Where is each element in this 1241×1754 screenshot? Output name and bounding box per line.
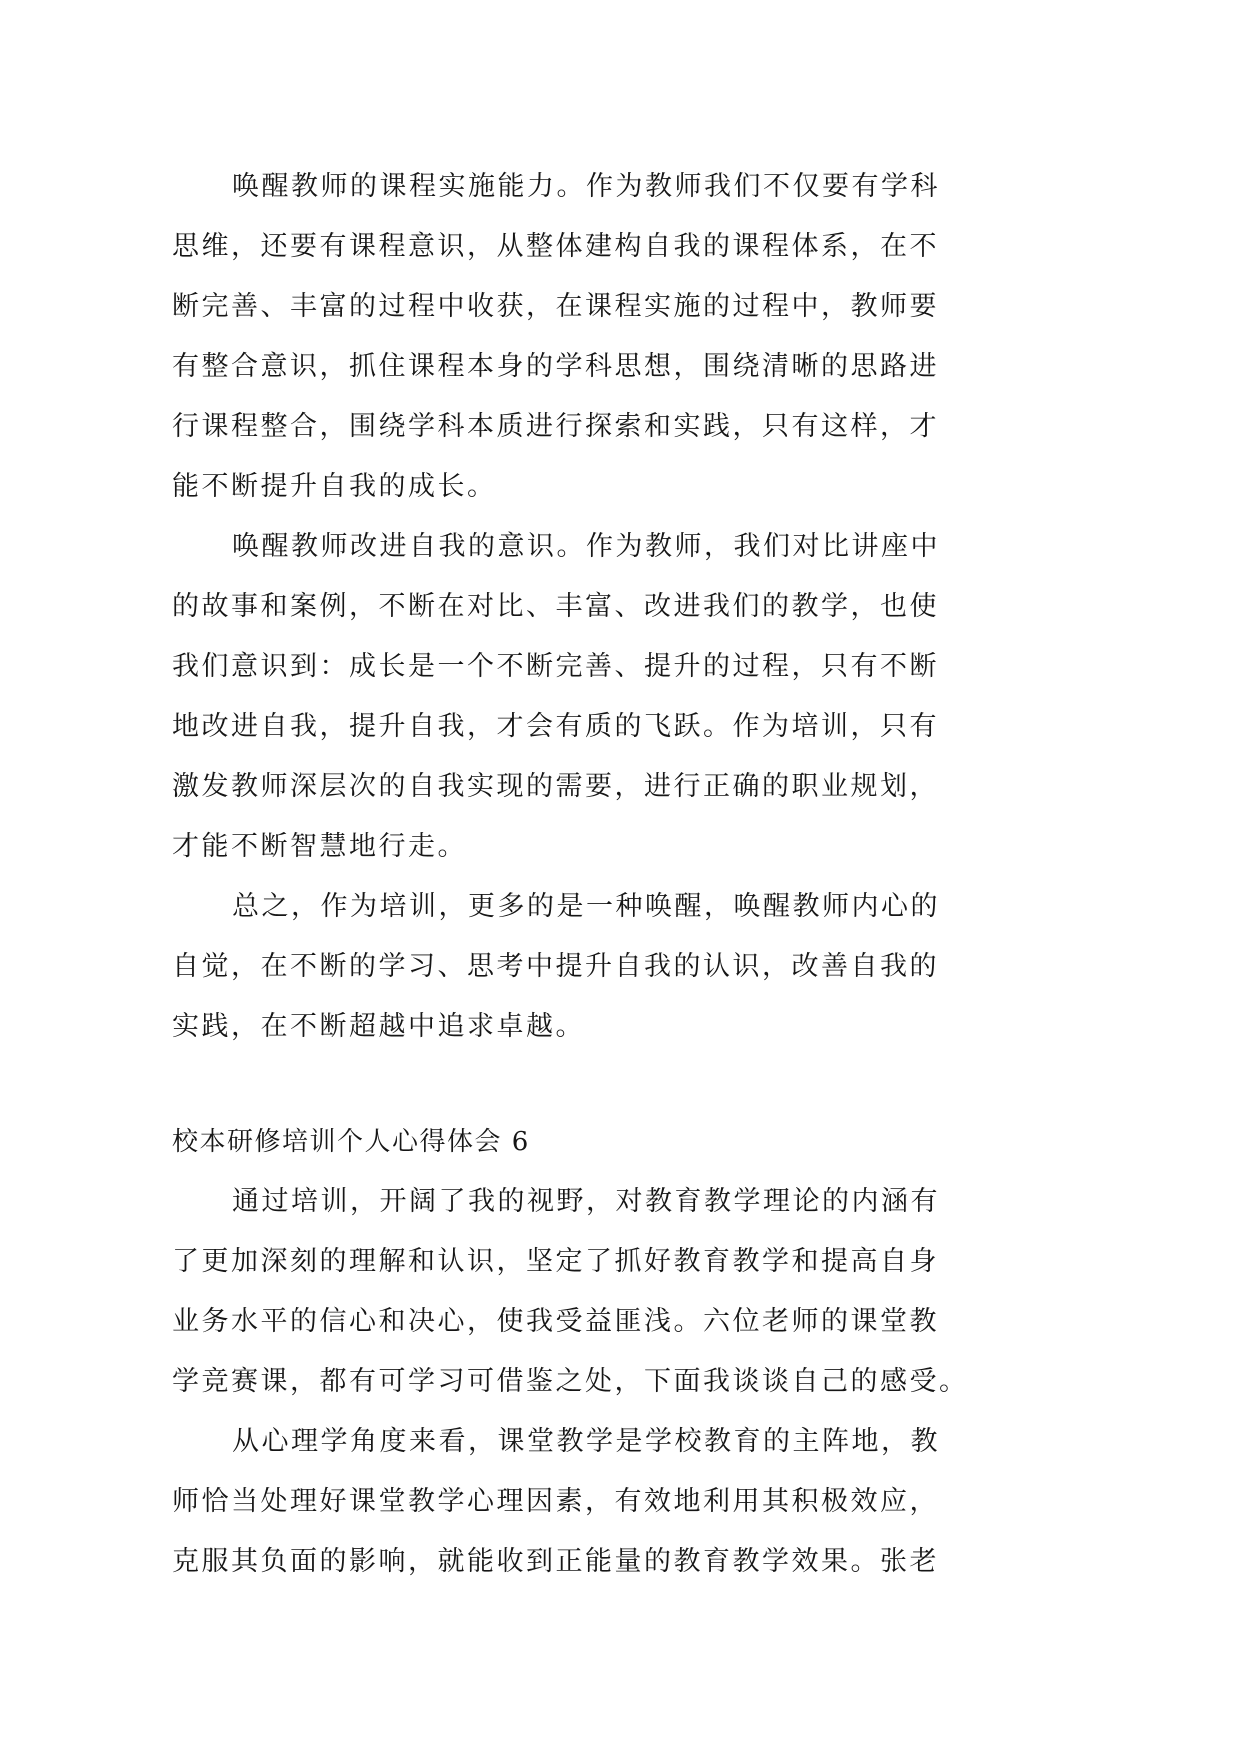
paragraph-line: 从心理学角度来看，课堂教学是学校教育的主阵地，教: [232, 1426, 940, 1457]
paragraph-line: 克服其负面的影响，就能收到正能量的教育教学效果。张老: [172, 1546, 939, 1577]
paragraph-line: 唤醒教师改进自我的意识。作为教师，我们对比讲座中: [232, 531, 940, 562]
paragraph-line: 才能不断智慧地行走。: [172, 831, 467, 862]
paragraph: [172, 517, 992, 877]
paragraph-line: 通过培训，开阔了我的视野，对教育教学理论的内涵有: [232, 1186, 940, 1217]
section-1-paragraphs: [172, 157, 992, 1057]
paragraph-line: 学竞赛课，都有可学习可借鉴之处，下面我谈谈自己的感受。: [172, 1366, 969, 1397]
paragraph: [172, 157, 992, 517]
paragraph-line: 师恰当处理好课堂教学心理因素，有效地利用其积极效应，: [172, 1486, 939, 1517]
paragraph-line: 了更加深刻的理解和认识，坚定了抓好教育教学和提高自身: [172, 1246, 939, 1277]
paragraph-line: 的故事和案例，不断在对比、丰富、改进我们的教学，也使: [172, 591, 939, 622]
paragraph: [172, 1412, 992, 1592]
paragraph-line: 实践，在不断超越中追求卓越。: [172, 1011, 585, 1042]
paragraph-line: 自觉，在不断的学习、思考中提升自我的认识，改善自我的: [172, 951, 939, 982]
paragraph-line: 有整合意识，抓住课程本身的学科思想，围绕清晰的思路进: [172, 351, 939, 382]
document-body: [172, 157, 992, 1592]
paragraph-line: 我们意识到：成长是一个不断完善、提升的过程，只有不断: [172, 651, 939, 682]
section-2-paragraphs: [172, 1172, 992, 1592]
paragraph-line: 能不断提升自我的成长。: [172, 471, 497, 502]
paragraph-line: 唤醒教师的课程实施能力。作为教师我们不仅要有学科: [232, 171, 940, 202]
paragraph: [172, 877, 992, 1057]
paragraph-line: 业务水平的信心和决心，使我受益匪浅。六位老师的课堂教: [172, 1306, 939, 1337]
paragraph-line: 断完善、丰富的过程中收获，在课程实施的过程中，教师要: [172, 291, 939, 322]
paragraph-line: 地改进自我，提升自我，才会有质的飞跃。作为培训，只有: [172, 711, 939, 742]
paragraph: [172, 1172, 992, 1412]
paragraph-line: 激发教师深层次的自我实现的需要，进行正确的职业规划，: [172, 771, 939, 802]
section-heading: 校本研修培训个人心得体会 6: [172, 1127, 530, 1157]
paragraph-line: 行课程整合，围绕学科本质进行探索和实践，只有这样，才: [172, 411, 939, 442]
paragraph-line: 思维，还要有课程意识，从整体建构自我的课程体系，在不: [172, 231, 939, 262]
paragraph-line: 总之，作为培训，更多的是一种唤醒，唤醒教师内心的: [232, 891, 940, 922]
